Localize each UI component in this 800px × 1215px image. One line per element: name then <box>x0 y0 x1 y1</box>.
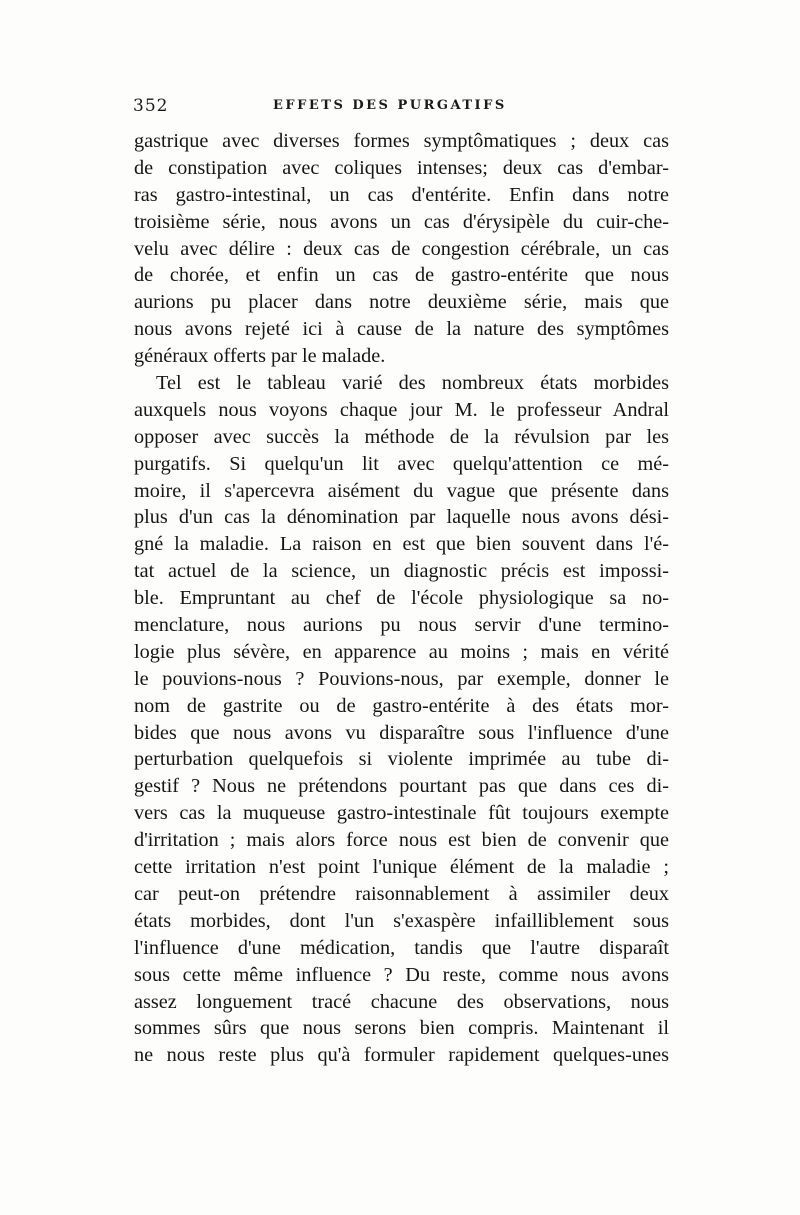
text-line: troisième série, nous avons un cas d'érysipèle du cuir-che- <box>134 210 669 233</box>
body-text <box>134 128 669 1069</box>
text-line: états morbides, dont l'un s'exaspère infailliblement sous <box>134 909 669 932</box>
text-line: ras gastro-intestinal, un cas d'entérite. Enfin dans notre <box>134 183 669 206</box>
running-title: EFFETS DES PURGATIFS <box>273 98 507 113</box>
text-line: nous avons rejeté ici à cause de la nature des symptômes <box>134 318 669 341</box>
text-line: de constipation avec coliques intenses; deux cas d'embar- <box>134 156 669 179</box>
text-line: moire, il s'apercevra aisément du vague que présente dans <box>134 479 669 502</box>
text-line: opposer avec succès la méthode de la révulsion par les <box>134 425 669 448</box>
text-line: gestif ? Nous ne prétendons pourtant pas que dans ces di- <box>134 775 669 798</box>
text-line: le pouvions-nous ? Pouvions-nous, par exemple, donner le <box>134 667 669 690</box>
paragraph-2 <box>134 370 669 1069</box>
text-line: nom de gastrite ou de gastro-entérite à des états mor- <box>134 694 669 717</box>
text-line: assez longuement tracé chacune des observations, nous <box>134 990 669 1013</box>
text-line: purgatifs. Si quelqu'un lit avec quelqu'attention ce mé- <box>134 452 669 475</box>
text-line: l'influence d'une médication, tandis que l'autre disparaît <box>134 936 669 959</box>
text-line: velu avec délire : deux cas de congestion cérébrale, un cas <box>134 237 669 260</box>
text-line: sommes sûrs que nous serons bien compris. Maintenant il <box>134 1017 669 1040</box>
text-line: tat actuel de la science, un diagnostic précis est impossi- <box>134 560 669 583</box>
text-line: gné la maladie. La raison en est que bien souvent dans l'é- <box>134 533 669 556</box>
text-line: bides que nous avons vu disparaître sous l'influence d'une <box>134 721 669 744</box>
text-line: Tel est le tableau varié des nombreux états morbides <box>156 372 669 395</box>
text-line: menclature, nous aurions pu nous servir d'une termino- <box>134 614 669 637</box>
text-line: plus d'un cas la dénomination par laquelle nous avons dési- <box>134 506 669 529</box>
text-line: logie plus sévère, en apparence au moins ; mais en vérité <box>134 640 669 663</box>
text-line: ne nous reste plus qu'à formuler rapidement quelques-unes <box>134 1044 669 1067</box>
paragraph-1 <box>134 128 669 370</box>
text-line: d'irritation ; mais alors force nous est bien de convenir que <box>134 829 669 852</box>
text-line: car peut-on prétendre raisonnablement à assimiler deux <box>134 882 669 905</box>
text-line: généraux offerts par le malade. <box>134 345 386 368</box>
text-line: auxquels nous voyons chaque jour M. le professeur Andral <box>134 398 669 421</box>
text-line: aurions pu placer dans notre deuxième série, mais que <box>134 291 669 314</box>
text-line: ble. Empruntant au chef de l'école physiologique sa no- <box>134 587 669 610</box>
text-line: de chorée, et enfin un cas de gastro-entérite que nous <box>134 264 669 287</box>
text-line: perturbation quelquefois si violente imprimée au tube di- <box>134 748 669 771</box>
text-line: gastrique avec diverses formes symptômatiques ; deux cas <box>134 130 669 152</box>
page-number: 352 <box>133 96 169 116</box>
text-line: cette irritation n'est point l'unique élément de la maladie ; <box>134 856 669 879</box>
page-header <box>133 96 673 122</box>
text-line: sous cette même influence ? Du reste, comme nous avons <box>134 963 669 986</box>
text-line: vers cas la muqueuse gastro-intestinale fût toujours exempte <box>134 802 669 825</box>
